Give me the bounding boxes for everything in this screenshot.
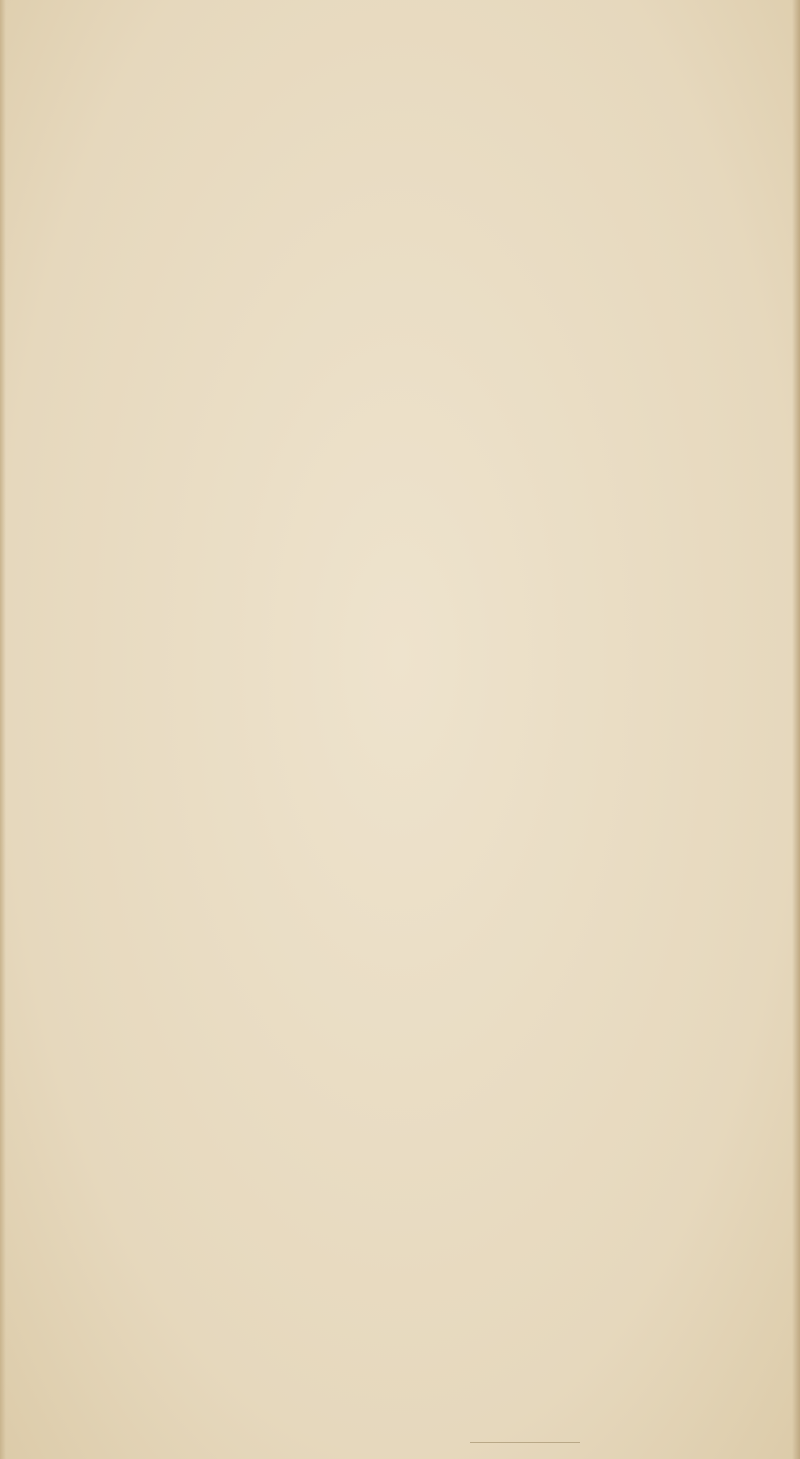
text-line xyxy=(22,540,642,580)
text-line xyxy=(22,580,642,620)
body-paragraph xyxy=(22,540,642,619)
page-header xyxy=(0,48,800,98)
drop-cap-block xyxy=(22,540,642,619)
footer-rule xyxy=(470,1442,580,1443)
